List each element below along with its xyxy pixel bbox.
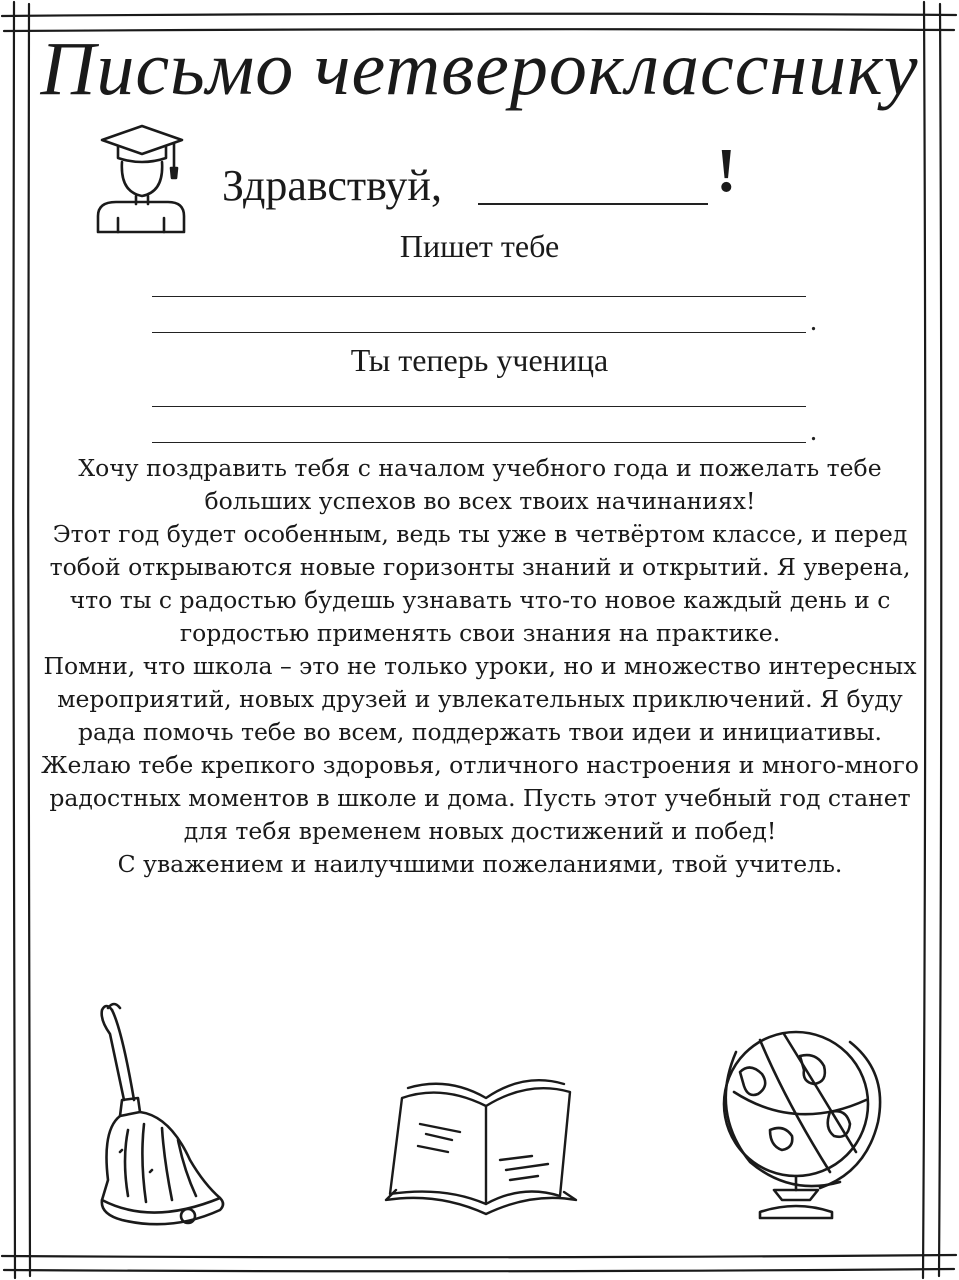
status-label: Ты теперь ученица [350, 342, 609, 378]
status-blank-line-2[interactable] [152, 442, 806, 443]
paragraph-school: Помни, что школа – это не только уроки, но и множество интересных мероприятий, новых друзей и увлекательных приключений. Я буду рада помочь тебе во всем, поддержать твои идеи и инициативы. [43, 652, 917, 746]
open-book-icon [382, 1076, 580, 1216]
writer-blank-line-1[interactable] [152, 296, 806, 297]
paragraph-fourth-grade: Этот год будет особенным, ведь ты уже в четвёртом классе, и перед тобой открываются новые горизонты знаний и открытий. Я уверена, что ты с радостью будешь узнавать что-то новое каждый день и с гордостью применять свои знания на практике. [49, 520, 911, 647]
letter-body [40, 452, 920, 881]
paragraph-wishes: Желаю тебе крепкого здоровья, отличного настроения и много-много радостных моментов в школе и дома. Пусть этот учебный год станет для тебя временем новых достижений и побед! [41, 751, 919, 845]
paragraph-congratulation: Хочу поздравить тебя с началом учебного года и пожелать тебе больших успехов во всех твоих начинаниях! [78, 454, 882, 515]
greeting-text: Здравствуй, [222, 161, 442, 210]
writer-blank-line-2[interactable] [152, 332, 806, 333]
letter-title: Письмо четверокласснику [40, 27, 919, 111]
greeting-exclamation: ! [716, 137, 737, 205]
school-bell-icon [92, 1000, 234, 1240]
status-blank-line-1[interactable] [152, 406, 806, 407]
globe-icon [700, 1012, 896, 1226]
recipient-name-blank[interactable] [478, 203, 708, 205]
paragraph-signature: С уважением и наилучшими пожеланиями, твой учитель. [117, 850, 843, 878]
graduate-icon [92, 122, 188, 234]
writer-line-period: . [810, 306, 817, 337]
writer-label: Пишет тебе [399, 228, 560, 264]
status-line-period: . [810, 416, 817, 447]
